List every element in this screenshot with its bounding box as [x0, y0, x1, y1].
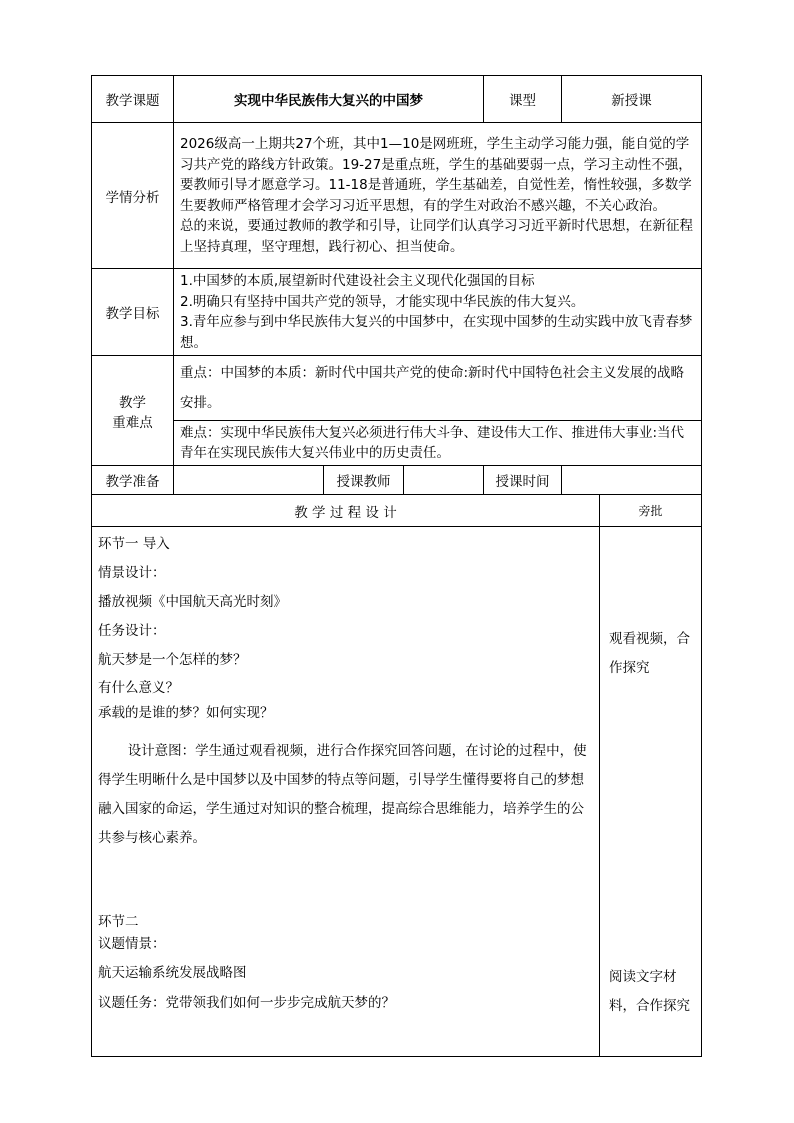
side-note-section2: 阅读文字材料，合作探究	[609, 969, 691, 1014]
focus-content: 重点：中国梦的本质：新时代中国共产党的使命:新时代中国特色社会主义发展的战略安排。	[174, 356, 702, 421]
prep-label: 教学准备	[92, 466, 174, 495]
section2-scene: 航天运输系统发展战略图	[98, 965, 247, 981]
section2-title: 环节二	[98, 914, 139, 930]
process-content	[92, 527, 600, 1057]
section1-question: 有什么意义？	[98, 680, 179, 696]
teacher-value	[404, 466, 484, 495]
difficulty-content: 难点：实现中华民族伟大复兴必须进行伟大斗争、建设伟大工作、推进伟大事业:当代青年在实现民族伟大复兴伟业中的历史责任。	[174, 421, 702, 466]
goals-content	[174, 269, 702, 356]
section1-design-intent: 设计意图：学生通过观看视频，进行合作探究回答问题，在讨论的过程中，使得学生明晰什么是中国梦以及中国梦的特点等问题，引导学生懂得要将自己的梦想融入国家的命运，学生通过对知识的整合梳理，提高综合思维能力，培养学生的公共参与核心素养。	[98, 743, 587, 846]
keys-label	[92, 356, 174, 466]
goals-label: 教学目标	[92, 269, 174, 356]
section1-scene-label: 情景设计：	[98, 565, 166, 581]
section1-scene: 播放视频《中国航天高光时刻》	[98, 594, 287, 610]
lesson-type-label: 课型	[484, 76, 562, 123]
goal-item: 3.青年应参与到中华民族伟大复兴的中国梦中，在实现中国梦的生动实践中放飞青春梦想。	[180, 314, 693, 351]
time-label: 授课时间	[484, 466, 562, 495]
section2-scene-label: 议题情景：	[98, 936, 166, 952]
side-notes-header: 旁批	[600, 495, 702, 527]
time-value	[562, 466, 702, 495]
analysis-row	[92, 123, 702, 269]
focus-row	[92, 356, 702, 421]
process-body-row	[92, 527, 702, 1057]
topic-label: 教学课题	[92, 76, 174, 123]
analysis-paragraph-2: 总的来说，要通过教师的教学和引导，让同学们认真学习习近平新时代思想，在新征程上坚持真理，坚守理想，践行初心、担当使命。	[180, 218, 693, 255]
section1-question: 航天梦是一个怎样的梦？	[98, 652, 247, 668]
analysis-content	[174, 123, 702, 269]
topic-value: 实现中华民族伟大复兴的中国梦	[174, 76, 484, 123]
section1-task-label: 任务设计：	[98, 623, 166, 639]
section1-question: 承载的是谁的梦？如何实现？	[98, 705, 274, 721]
topic-row	[92, 76, 702, 123]
analysis-label: 学情分析	[92, 123, 174, 269]
goal-item: 2.明确只有坚持中国共产党的领导，才能实现中华民族的伟大复兴。	[180, 293, 585, 310]
side-notes	[600, 527, 702, 1057]
side-note-section1: 观看视频，合作探究	[609, 631, 691, 676]
analysis-paragraph-1: 2026级高一上期共27个班，其中1—10是网班班，学生主动学习能力强，能自觉的学习共产党的路线方针政策。19-27是重点班，学生的基础要弱一点，学习主动性不强，要教师引导才愿意学习。11-18是普通班，学生基础差，自觉性差，惰性较强，多数学生要教师严格管理才会学习习近平思想，有的学生对政治不感兴趣，不关心政治。	[180, 136, 692, 214]
lesson-plan-sheet	[91, 75, 701, 1057]
prep-value	[174, 466, 324, 495]
keys-label-line1: 教学	[119, 394, 146, 411]
section1-title: 环节一 导入	[98, 536, 170, 552]
lesson-type-value: 新授课	[562, 76, 702, 123]
lesson-plan-table	[91, 75, 702, 1057]
teacher-label: 授课教师	[324, 466, 404, 495]
prep-row	[92, 466, 702, 495]
difficulty-row	[92, 421, 702, 466]
spacer	[98, 853, 591, 911]
section2-task: 议题任务：党带领我们如何一步步完成航天梦的？	[98, 995, 395, 1011]
goal-item: 1.中国梦的本质,展望新时代建设社会主义现代化强国的目标	[180, 273, 535, 289]
goals-row	[92, 269, 702, 356]
keys-label-line2: 重难点	[112, 414, 153, 431]
process-header-row	[92, 495, 702, 527]
process-header: 教 学 过 程 设 计	[92, 495, 600, 527]
